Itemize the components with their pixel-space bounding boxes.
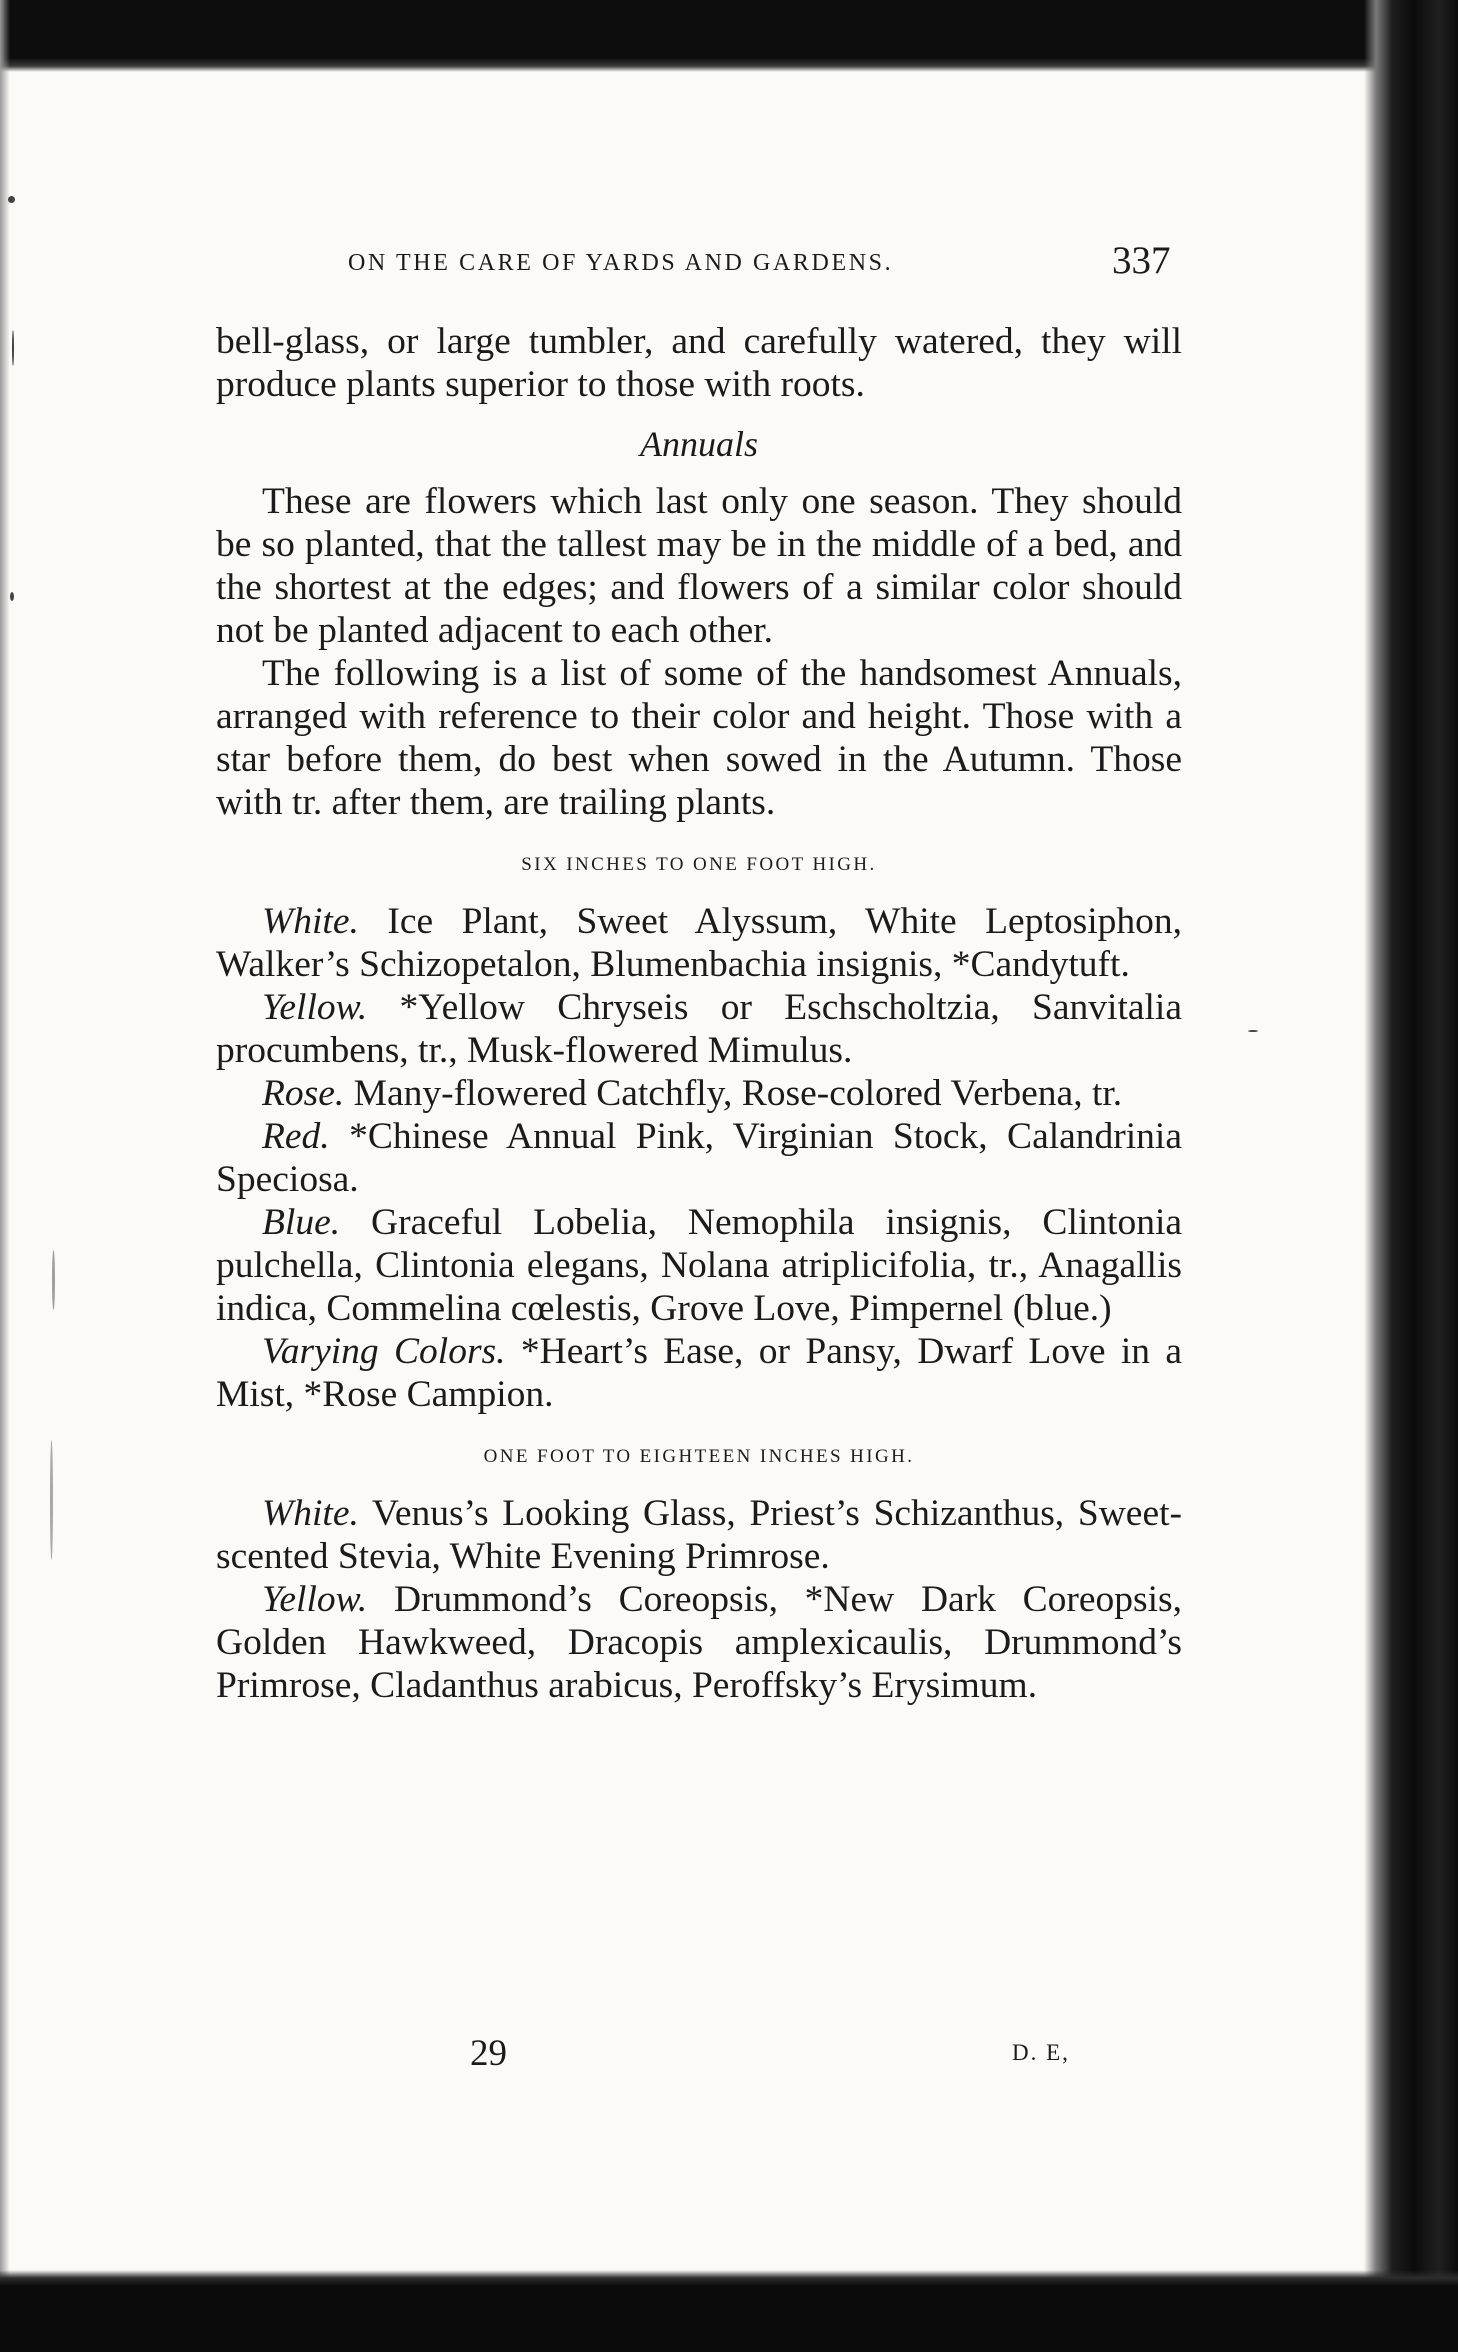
- list-item: [216, 1201, 1182, 1330]
- intro-paragraph: bell-glass, or large tumbler, and carefully watered, they will produce plants superior to those with roots.: [216, 321, 1182, 405]
- plant-list: Ice Plant, Sweet Alyssum, White Leptosiphon, Walker’s Schizopetalon, Blumenbachia insignis, *Candytuft.: [216, 901, 1182, 985]
- page-footer: [0, 2032, 1458, 2092]
- color-label: Varying Colors.: [262, 1331, 506, 1372]
- color-label: Red.: [262, 1116, 330, 1157]
- plant-list: *Chinese Annual Pink, Virginian Stock, Calandrinia Speciosa.: [216, 1116, 1182, 1200]
- page-number: 337: [1112, 239, 1171, 282]
- running-head: [0, 238, 1458, 298]
- body-paragraph: These are flowers which last only one season. They should be so planted, that the tallest may be in the middle of a bed, and the shortest at the edges; and flowers of a similar color should not be planted adjacent to each other.: [216, 481, 1182, 651]
- running-head-title: ON THE CARE OF YARDS AND GARDENS.: [348, 250, 894, 276]
- list-item: [216, 1492, 1182, 1578]
- scan-border-left: [0, 0, 10, 2352]
- list-item: [216, 1578, 1182, 1707]
- scan-border-top: [0, 0, 1458, 72]
- list-item: [216, 900, 1182, 986]
- color-label: Rose.: [262, 1073, 345, 1114]
- section-title: Annuals: [639, 424, 758, 464]
- scan-speck: [8, 196, 15, 203]
- group-heading: ONE FOOT TO EIGHTEEN INCHES HIGH.: [483, 1446, 915, 1467]
- plant-list: Venus’s Looking Glass, Priest’s Schizanthus, Sweet-scented Stevia, White Evening Primrose.: [216, 1493, 1182, 1577]
- signature-mark: 29: [470, 2033, 507, 2074]
- list-item: [216, 1330, 1182, 1416]
- scan-speck: [10, 592, 14, 601]
- plant-list: *Yellow Chryseis or Eschscholtzia, Sanvitalia procumbens, tr., Musk-flowered Mimulus.: [216, 987, 1182, 1071]
- scan-speck: [1248, 1030, 1258, 1032]
- scan-speck: [50, 1440, 53, 1560]
- color-label: White.: [262, 901, 359, 942]
- page-body: [216, 320, 1182, 1707]
- plant-list: Graceful Lobelia, Nemophila insignis, Clintonia pulchella, Clintonia elegans, Nolana atriplicifolia, tr., Anagallis indica, Commelina cœlestis, Grove Love, Pimpernel (blue.): [216, 1202, 1183, 1329]
- plant-list: Many-flowered Catchfly, Rose-colored Verbena, tr.: [353, 1073, 1123, 1114]
- list-item: [216, 1115, 1182, 1201]
- body-paragraph: The following is a list of some of the handsomest Annuals, arranged with reference to their color and height. Those with a star before them, do best when sowed in the Autumn. Those with tr. after them, are trailing plants.: [216, 653, 1182, 823]
- plant-list: Drummond’s Coreopsis, *New Dark Coreopsis, Golden Hawkweed, Dracopis amplexicaulis, Drummond’s Primrose, Cladanthus arabicus, Peroffsky’s Erysimum.: [216, 1579, 1182, 1706]
- color-label: Blue.: [262, 1202, 341, 1243]
- color-label: Yellow.: [262, 1579, 368, 1620]
- scan-speck: [52, 1250, 55, 1310]
- plant-list: *Heart’s Ease, or Pansy, Dwarf Love in a Mist, *Rose Campion.: [216, 1331, 1182, 1415]
- printer-mark: D. E,: [1012, 2040, 1070, 2065]
- color-label: White.: [262, 1493, 359, 1534]
- scan-speck: [12, 330, 14, 366]
- scan-border-right: [1364, 0, 1458, 2352]
- scan-border-bottom: [0, 2270, 1458, 2352]
- group-heading: SIX INCHES TO ONE FOOT HIGH.: [521, 854, 877, 875]
- list-item: [216, 986, 1182, 1072]
- list-item: [216, 1072, 1182, 1115]
- color-label: Yellow.: [262, 987, 368, 1028]
